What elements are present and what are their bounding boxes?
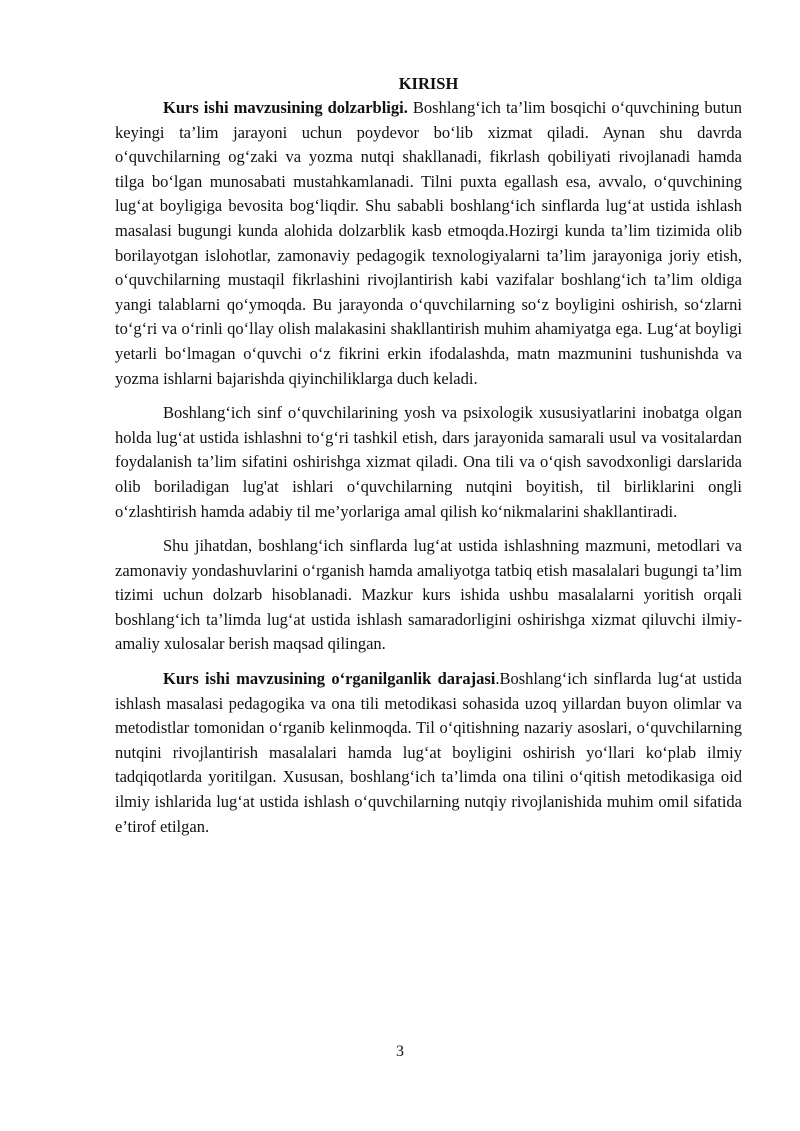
paragraph-relevance [115,96,742,391]
section-title: KIRISH [398,74,459,93]
document-page [115,72,742,839]
paragraph-text: .Boshlang‘ich sinflarda lug‘at ustida ishlash masalasi pedagogika va ona tili metodikasi sohasida uzoq yillardan buyon olimlar va metodistlar tomonidan o‘rganib kelinmoqda. Til o‘qitishning nazariy asoslari, o‘quvchilarning nutqini rivojlantirish masalalari hamda lug‘at boyligini oshirish yo‘llari ko‘plab ilmiy tadqiqotlarda yoritilgan. Xususan, boshlang‘ich ta’limda ona tilini o‘qitish metodikasiga oid ilmiy ishlarida lug‘at ustida ishlash o‘quvchilarning nutqiy rivojlanishida muhim omil sifatida e’tirof etilgan. [115,669,742,836]
paragraph-text: Boshlang‘ich sinf o‘quvchilarining yosh va psixologik xususiyatlarini inobatga olgan holda lug‘at ustida ishlashni to‘g‘ri tashkil etish, dars jarayonida samarali usul va vositalardan foydalanish ta’lim sifatini oshirishga xizmat qiladi. Ona tili va o‘qish savodxonligi darslarida olib boriladigan lug'at ishlari o‘quvchilarning nutqini boyitish, til birliklarini ongli o‘zlashtirish hamda adabiy til me’yorlariga amal qilish ko‘nikmalarini shakllantiradi. [115,403,742,521]
paragraph-lead: Kurs ishi mavzusining o‘rganilganlik darajasi [163,669,496,689]
paragraph-text: Boshlang‘ich ta’lim bosqichi o‘quvchining butun keyingi ta’lim jarayoni uchun poydevor bo‘lib xizmat qiladi. Aynan shu davrda o‘quvchilarning og‘zaki va yozma nutqi shakllanadi, fikrlash qobiliyati rivojlanadi hamda tilga bo‘lgan munosabati mustahkamlanadi. Tilni puxta egallash esa, avvalo, o‘quvchining lug‘at boyligiga bevosita bog‘liqdir. Shu sababli boshlang‘ich sinflarda lug‘at ustida ishlash masalasi bugungi kunda alohida dolzarblik kasb etmoqda.Hozirgi kunda ta’lim tizimida olib borilayotgan islohotlar, zamonaviy pedagogik texnologiyalarni ta’lim jarayoniga joriy etish, o‘quvchilarning mustaqil fikrlashini rivojlantirish kabi vazifalar boshlang‘ich ta’lim oldiga yangi talablarni qo‘ymoqda. Bu jarayonda o‘quvchilarning so‘z boyligini oshirish, so‘zlarni to‘g‘ri va o‘rinli qo‘llay olish malakasini shakllantirish muhim ahamiyatga ega. Lug‘at boyligi yetarli bo‘lmagan o‘quvchi o‘z fikrini erkin ifodalashda, matn mazmunini tushunishda va yozma ishlarni bajarishda qiyinchiliklarga duch keladi. [115,98,742,388]
paragraph-lead: Kurs ishi mavzusining dolzarbligi. [163,98,408,117]
paragraph-text: Shu jihatdan, boshlang‘ich sinflarda lug‘at ustida ishlashning mazmuni, metodlari va zamonaviy yondashuvlarini o‘rganish hamda amaliyotga tatbiq etish masalalari bugungi ta’lim tizimi uchun dolzarb hisoblanadi. Mazkur kurs ishida ushbu masalalarni yoritish orqali boshlang‘ich ta’limda lug‘at ustida ishlash samaradorligini oshirishga xizmat qiluvchi ilmiy-amaliy xulosalar berish maqsad qilingan. [115,536,742,654]
paragraph-methods [115,534,742,657]
paragraph-age-features [115,401,742,524]
page-number: 3 [396,1043,404,1060]
paragraph-study-level [115,667,742,839]
